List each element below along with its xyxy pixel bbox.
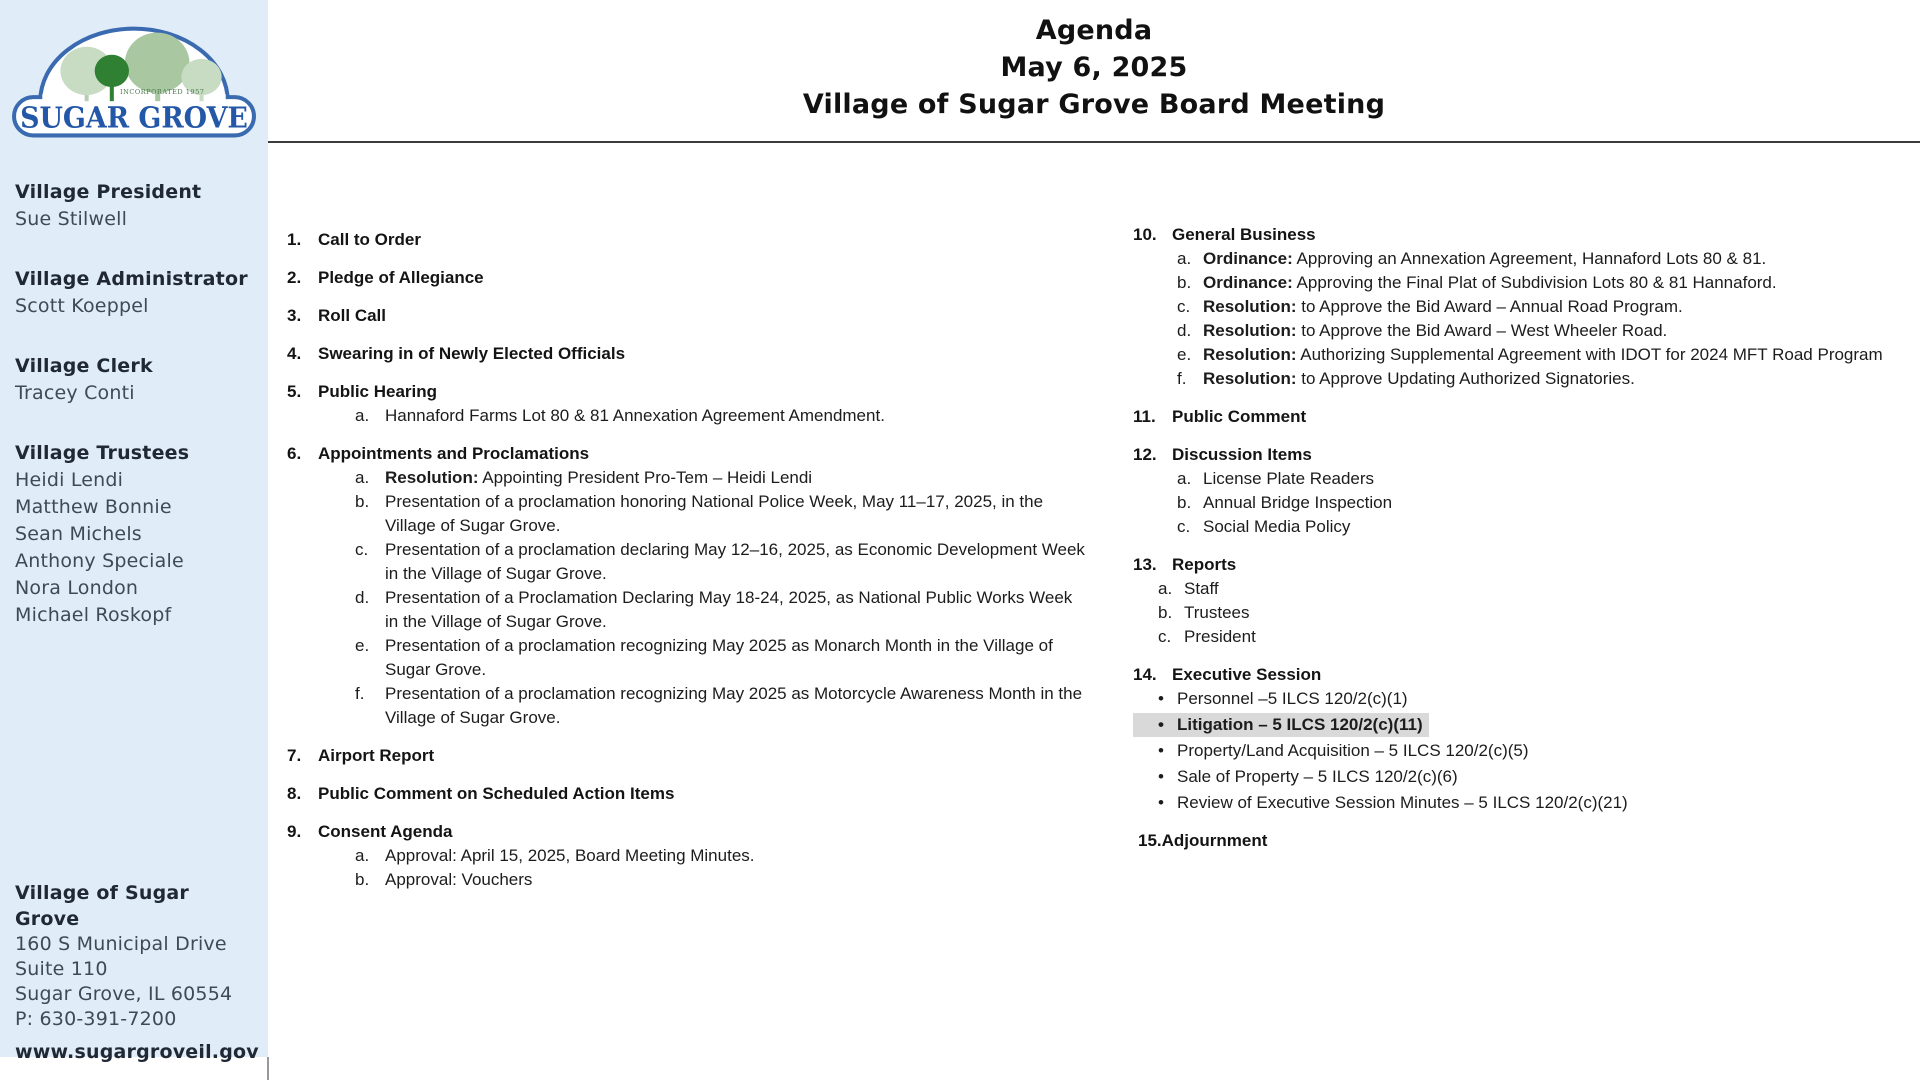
agenda-item-head bbox=[287, 342, 1087, 366]
item-number: 3. bbox=[287, 306, 302, 325]
bullet-dot: • bbox=[1158, 715, 1164, 734]
agenda-item-head bbox=[287, 820, 1087, 844]
address-lines bbox=[15, 932, 260, 1032]
meeting-name: Village of Sugar Grove Board Meeting bbox=[802, 89, 1386, 120]
sub-item bbox=[287, 868, 1087, 892]
sub-item-letter: b. bbox=[1177, 493, 1192, 512]
officials-list bbox=[15, 178, 260, 661]
sub-item-text: Social Media Policy bbox=[1203, 517, 1351, 536]
sub-item-text: Presentation of a proclamation honoring National Police Week, May 11–17, 2025, in the Village of Sugar Grove. bbox=[385, 492, 1044, 535]
agenda-item bbox=[1133, 663, 1893, 815]
bullet-dot: • bbox=[1158, 767, 1164, 786]
sub-item-letter: c. bbox=[1158, 627, 1172, 646]
item-title: General Business bbox=[1172, 225, 1316, 244]
agenda-item bbox=[287, 266, 1087, 290]
sidebar-edge-mark bbox=[267, 1057, 269, 1080]
official-group bbox=[15, 265, 260, 320]
official-name: Sean Michels bbox=[15, 523, 142, 545]
agenda-item-head bbox=[287, 782, 1087, 806]
sub-item-text: Approval: April 15, 2025, Board Meeting Minutes. bbox=[385, 846, 755, 865]
official-group bbox=[15, 439, 260, 629]
address-block bbox=[15, 880, 260, 1063]
address-line: Suite 110 bbox=[15, 958, 108, 980]
sub-item-text: Presentation of a proclamation recognizing May 2025 as Motorcycle Awareness Month in the Village of Sugar Grove. bbox=[385, 684, 1083, 727]
logo-name-text: SUGAR GROVE bbox=[20, 100, 248, 135]
page-title: Agenda bbox=[1035, 15, 1153, 46]
sub-item bbox=[287, 586, 1087, 634]
sub-item bbox=[1133, 467, 1893, 491]
sub-item-letter: c. bbox=[1177, 517, 1191, 536]
agenda-item bbox=[287, 442, 1087, 730]
agenda-item-head bbox=[287, 744, 1087, 768]
agenda-item bbox=[1138, 829, 1893, 853]
official-role: Village Trustees bbox=[15, 442, 190, 464]
sub-item bbox=[1133, 295, 1893, 319]
sub-item-text: Approval: Vouchers bbox=[385, 870, 533, 889]
sub-item bbox=[1133, 367, 1893, 391]
item-title: Appointments and Proclamations bbox=[318, 444, 590, 463]
sub-item-text: President bbox=[1184, 627, 1256, 646]
agenda-item bbox=[1133, 443, 1893, 539]
address-line: 160 S Municipal Drive bbox=[15, 933, 227, 955]
item-number: 1. bbox=[287, 230, 302, 249]
sub-item-bold-prefix: Resolution: bbox=[1203, 297, 1297, 316]
sub-item bbox=[1133, 625, 1893, 649]
sub-item-list bbox=[287, 844, 1087, 892]
sub-item-list bbox=[287, 404, 1087, 428]
meeting-date: May 6, 2025 bbox=[1000, 52, 1188, 83]
sub-item bbox=[1133, 319, 1893, 343]
bullet-text: Litigation – 5 ILCS 120/2(c)(11) bbox=[1177, 715, 1423, 734]
official-group bbox=[15, 352, 260, 407]
sub-item-text: Presentation of a proclamation declaring May 12–16, 2025, as Economic Development Week in the Village of Sugar Grove. bbox=[385, 540, 1085, 583]
item-number: 12. bbox=[1133, 445, 1157, 464]
sub-item-text: Staff bbox=[1184, 579, 1219, 598]
official-name: Nora London bbox=[15, 577, 139, 599]
address-line: Sugar Grove, IL 60554 bbox=[15, 983, 233, 1005]
sub-item bbox=[287, 538, 1087, 586]
sub-item-letter: b. bbox=[355, 870, 370, 889]
sub-item-letter: f. bbox=[355, 684, 365, 703]
logo-incorporated-text: INCORPORATED 1957 bbox=[120, 88, 205, 97]
agenda-item bbox=[287, 228, 1087, 252]
sub-item bbox=[1133, 271, 1893, 295]
item-title: Reports bbox=[1172, 555, 1237, 574]
sugar-grove-logo-graphic bbox=[8, 20, 260, 140]
sub-item-letter: c. bbox=[1177, 297, 1191, 316]
agenda-item-head bbox=[287, 304, 1087, 328]
sub-item-text: Ordinance: Approving an Annexation Agreement, Hannaford Lots 80 & 81. bbox=[1203, 249, 1767, 268]
bullet-item bbox=[1133, 791, 1634, 815]
sub-item-list bbox=[1133, 247, 1893, 391]
item-number: 9. bbox=[287, 822, 302, 841]
official-group bbox=[15, 178, 260, 233]
sub-item-letter: a. bbox=[355, 468, 370, 487]
item-number: 4. bbox=[287, 344, 302, 363]
agenda-item bbox=[1133, 553, 1893, 649]
address-org: Village of Sugar Grove bbox=[15, 882, 189, 930]
official-role: Village Clerk bbox=[15, 355, 153, 377]
item-number: 5. bbox=[287, 382, 302, 401]
sidebar bbox=[0, 0, 268, 1063]
bullet-item-highlighted bbox=[1133, 713, 1429, 737]
agenda-item-head bbox=[1133, 443, 1893, 467]
sub-item-bold-prefix: Resolution: bbox=[1203, 321, 1297, 340]
item-title: Consent Agenda bbox=[318, 822, 453, 841]
sub-item-text: Resolution: to Approve the Bid Award – West Wheeler Road. bbox=[1203, 321, 1668, 340]
sub-item-letter: f. bbox=[1177, 369, 1187, 388]
official-name: Scott Koeppel bbox=[15, 295, 149, 317]
sub-item-list bbox=[1133, 467, 1893, 539]
item-number: 7. bbox=[287, 746, 302, 765]
sub-item-bold-prefix: Resolution: bbox=[1203, 369, 1297, 388]
agenda-item-head bbox=[1133, 405, 1893, 429]
agenda-item-head bbox=[1133, 223, 1893, 247]
sub-item bbox=[1133, 491, 1893, 515]
sub-item-text: Resolution: Appointing President Pro-Tem – Heidi Lendi bbox=[385, 468, 813, 487]
bullet-text: Sale of Property – 5 ILCS 120/2(c)(6) bbox=[1177, 767, 1458, 786]
agenda-item bbox=[287, 304, 1087, 328]
sub-item-text: Resolution: to Approve Updating Authorized Signatories. bbox=[1203, 369, 1635, 388]
item-title: Airport Report bbox=[318, 746, 435, 765]
sub-item bbox=[1133, 601, 1893, 625]
sub-item bbox=[1133, 247, 1893, 271]
sub-item-text: Presentation of a Proclamation Declaring May 18-24, 2025, as National Public Works Week in the Village of Sugar Grove. bbox=[385, 588, 1073, 631]
official-role: Village President bbox=[15, 181, 202, 203]
item-number: 11. bbox=[1133, 407, 1156, 426]
sub-item bbox=[287, 844, 1087, 868]
agenda-item-head bbox=[287, 228, 1087, 252]
item-title: Public Comment bbox=[1172, 407, 1307, 426]
sub-item-letter: a. bbox=[355, 846, 370, 865]
sub-item-bold-prefix: Ordinance: bbox=[1203, 273, 1293, 292]
sub-item-letter: b. bbox=[1158, 603, 1173, 622]
agenda-item bbox=[287, 782, 1087, 806]
official-name: Matthew Bonnie bbox=[15, 496, 172, 518]
sub-item bbox=[1133, 343, 1893, 367]
bullet-text: Review of Executive Session Minutes – 5 ILCS 120/2(c)(21) bbox=[1177, 793, 1628, 812]
bullet-dot: • bbox=[1158, 741, 1164, 760]
bullet-item bbox=[1133, 739, 1535, 763]
sub-item bbox=[287, 682, 1087, 730]
agenda-item-head bbox=[1133, 553, 1893, 577]
sub-item-list bbox=[1133, 577, 1893, 649]
agenda-item bbox=[287, 342, 1087, 366]
sub-item-text: Presentation of a proclamation recognizing May 2025 as Monarch Month in the Village of Sugar Grove. bbox=[385, 636, 1053, 679]
sub-item bbox=[1133, 515, 1893, 539]
sub-item bbox=[1133, 577, 1893, 601]
item-title: Public Hearing bbox=[318, 382, 438, 401]
sub-item-letter: a. bbox=[1177, 469, 1192, 488]
item-number: 2. bbox=[287, 268, 302, 287]
sub-item-letter: a. bbox=[355, 406, 370, 425]
agenda-column-right bbox=[1133, 223, 1893, 867]
header-divider bbox=[268, 141, 1920, 143]
sub-item-text: Resolution: to Approve the Bid Award – Annual Road Program. bbox=[1203, 297, 1683, 316]
sub-item bbox=[287, 634, 1087, 682]
sub-item-bold-prefix: Ordinance: bbox=[1203, 249, 1293, 268]
sub-item bbox=[287, 490, 1087, 538]
bullet-text: Property/Land Acquisition – 5 ILCS 120/2(c)(5) bbox=[1177, 741, 1529, 760]
official-name: Heidi Lendi bbox=[15, 469, 124, 491]
official-name: Tracey Conti bbox=[15, 382, 135, 404]
item-title: Executive Session bbox=[1172, 665, 1322, 684]
agenda-item bbox=[1133, 223, 1893, 391]
sub-item-letter: e. bbox=[1177, 345, 1192, 364]
item-title: Adjournment bbox=[1161, 831, 1268, 850]
item-number: 14. bbox=[1133, 665, 1157, 684]
sub-item-text: Resolution: Authorizing Supplemental Agreement with IDOT for 2024 MFT Road Program bbox=[1203, 345, 1883, 364]
sub-item-text: License Plate Readers bbox=[1203, 469, 1375, 488]
sub-item-letter: d. bbox=[1177, 321, 1192, 340]
bullet-dot: • bbox=[1158, 689, 1164, 708]
sub-item-letter: a. bbox=[1177, 249, 1192, 268]
agenda-item-head bbox=[287, 380, 1087, 404]
agenda-item bbox=[1133, 405, 1893, 429]
sub-item-bold-prefix: Resolution: bbox=[1203, 345, 1297, 364]
item-number: 8. bbox=[287, 784, 302, 803]
agenda-item-head bbox=[1133, 663, 1893, 687]
item-title: Swearing in of Newly Elected Officials bbox=[318, 344, 626, 363]
agenda-item-head bbox=[1138, 829, 1893, 853]
sub-item-letter: c. bbox=[355, 540, 369, 559]
sub-item-letter: b. bbox=[355, 492, 370, 511]
sub-item bbox=[287, 466, 1087, 490]
sub-item-list bbox=[287, 466, 1087, 730]
agenda-item bbox=[287, 744, 1087, 768]
item-title: Pledge of Allegiance bbox=[318, 268, 484, 287]
official-role: Village Administrator bbox=[15, 268, 248, 290]
item-number: 10. bbox=[1133, 225, 1157, 244]
item-number: 6. bbox=[287, 444, 302, 463]
agenda-item bbox=[287, 380, 1087, 428]
sub-item-letter: a. bbox=[1158, 579, 1173, 598]
item-number: 13. bbox=[1133, 555, 1157, 574]
sugar-grove-logo bbox=[8, 20, 260, 140]
bullet-text: Personnel –5 ILCS 120/2(c)(1) bbox=[1177, 689, 1408, 708]
agenda-item-head bbox=[287, 266, 1087, 290]
item-number: 15. bbox=[1138, 831, 1162, 850]
document-header bbox=[268, 12, 1920, 123]
item-title: Call to Order bbox=[318, 230, 421, 249]
item-title: Public Comment on Scheduled Action Items bbox=[318, 784, 675, 803]
sub-item-letter: b. bbox=[1177, 273, 1192, 292]
bullet-item bbox=[1133, 765, 1464, 789]
address-line: P: 630-391-7200 bbox=[15, 1008, 177, 1030]
sub-item bbox=[287, 404, 1087, 428]
bullet-item bbox=[1133, 687, 1414, 711]
sub-item-text: Hannaford Farms Lot 80 & 81 Annexation Agreement Amendment. bbox=[385, 406, 885, 425]
agenda-item bbox=[287, 820, 1087, 892]
item-title: Roll Call bbox=[318, 306, 387, 325]
sub-item-letter: e. bbox=[355, 636, 370, 655]
official-name: Sue Stilwell bbox=[15, 208, 128, 230]
sub-item-text: Annual Bridge Inspection bbox=[1203, 493, 1393, 512]
sub-item-text: Trustees bbox=[1184, 603, 1250, 622]
sub-item-bold-prefix: Resolution: bbox=[385, 468, 479, 487]
sub-item-letter: d. bbox=[355, 588, 370, 607]
item-title: Discussion Items bbox=[1172, 445, 1312, 464]
agenda-column-left bbox=[287, 228, 1087, 906]
official-name: Michael Roskopf bbox=[15, 604, 172, 626]
official-name: Anthony Speciale bbox=[15, 550, 184, 572]
bullet-dot: • bbox=[1158, 793, 1164, 812]
bullet-list bbox=[1133, 687, 1893, 815]
agenda-item-head bbox=[287, 442, 1087, 466]
sub-item-text: Ordinance: Approving the Final Plat of Subdivision Lots 80 & 81 Hannaford. bbox=[1203, 273, 1777, 292]
website-text: www.sugargroveil.gov bbox=[15, 1041, 259, 1063]
